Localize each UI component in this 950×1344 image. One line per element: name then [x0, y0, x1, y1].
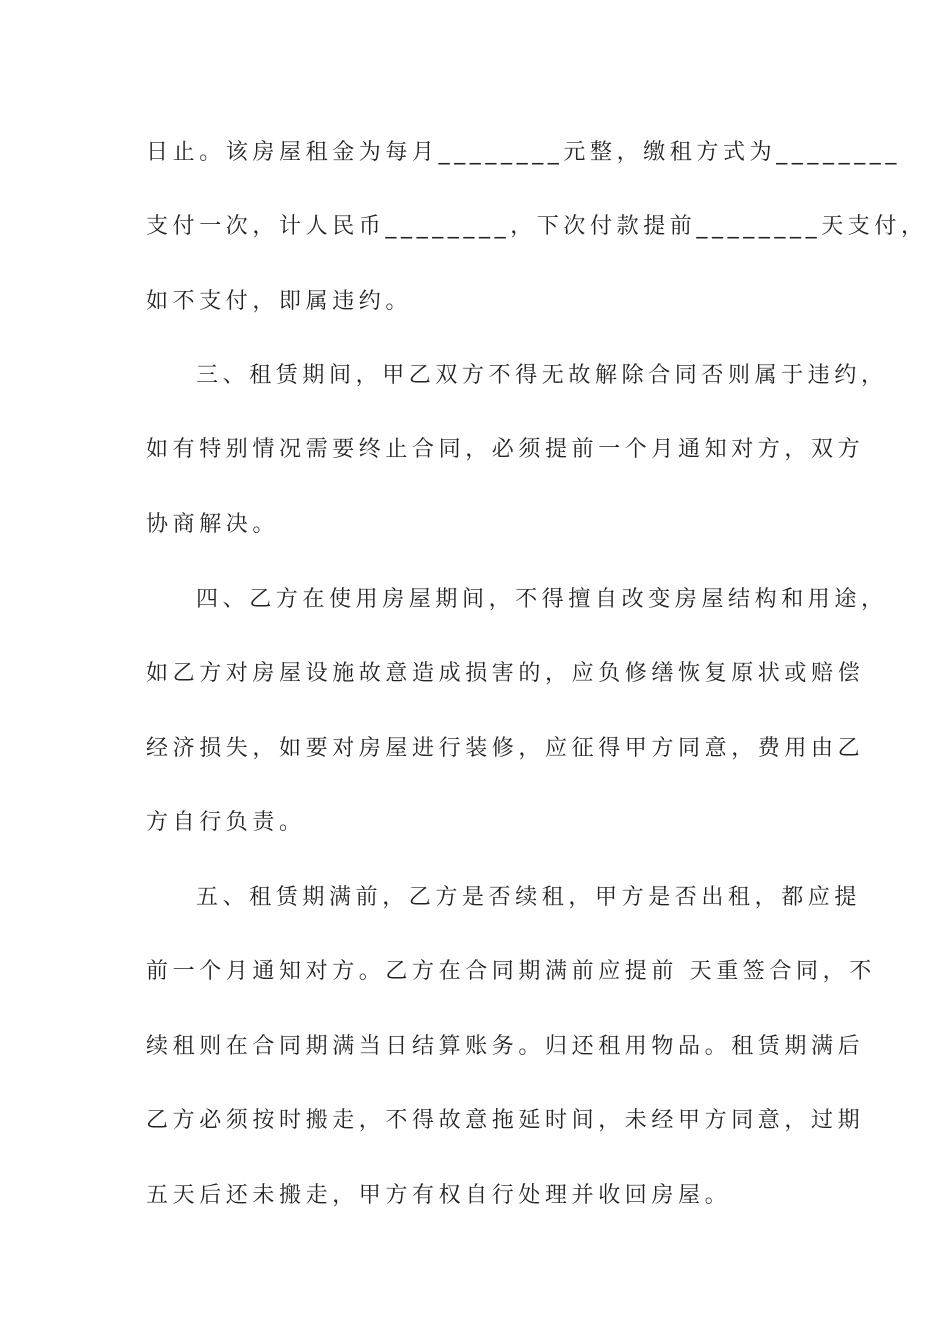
- paragraph-4-start: 四、乙方在使用房屋期间，不得擅自改变房屋结构和用途，: [196, 587, 888, 612]
- text-line: 支付一次，计人民币________，下次付款提前________天支付，: [146, 214, 928, 239]
- text-line: 方自行负责。: [146, 810, 306, 835]
- text-line: 日止。该房屋租金为每月________元整，缴租方式为________: [146, 140, 902, 165]
- text-line: 协商解决。: [146, 512, 280, 537]
- text-line: 如有特别情况需要终止合同，必须提前一个月通知对方，双方: [146, 437, 865, 462]
- text-line: 续租则在合同期满当日结算账务。归还租用物品。租赁期满后: [146, 1034, 865, 1059]
- text-line: 五天后还未搬走，甲方有权自行处理并收回房屋。: [146, 1183, 732, 1208]
- text-line: 如不支付，即属违约。: [146, 289, 413, 314]
- paragraph-3-start: 三、租赁期间，甲乙双方不得无故解除合同否则属于违约，: [196, 363, 888, 388]
- paragraph-5-start: 五、租赁期满前，乙方是否续租，甲方是否出租，都应提: [196, 885, 862, 910]
- text-line: 前一个月通知对方。乙方在合同期满前应提前 天重签合同，不: [146, 959, 876, 984]
- text-line: 如乙方对房屋设施故意造成损害的，应负修缮恢复原状或赔偿: [146, 661, 865, 686]
- text-line: 经济损失，如要对房屋进行装修，应征得甲方同意，费用由乙: [146, 736, 865, 761]
- text-line: 乙方必须按时搬走，不得故意拖延时间，未经甲方同意，过期: [146, 1108, 865, 1133]
